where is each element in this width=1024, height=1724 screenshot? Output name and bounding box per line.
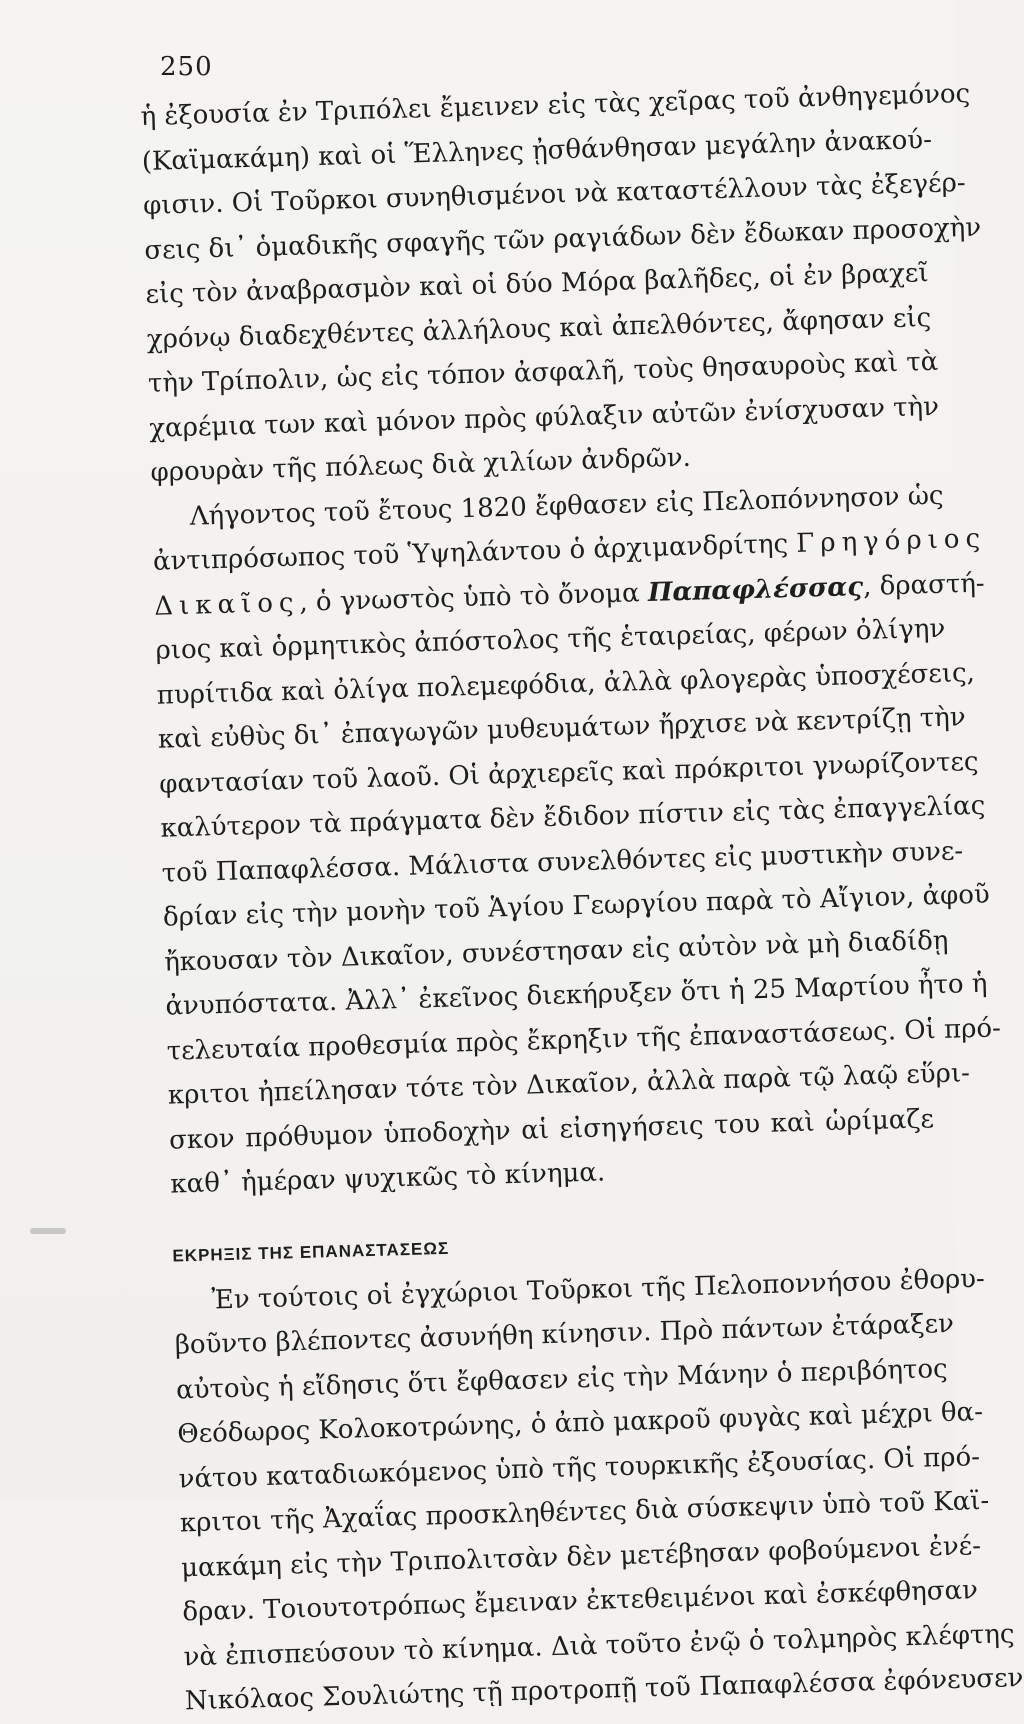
- paragraph-1: [140, 74, 982, 496]
- text-line: Λήγοντος τοῦ ἔτους 1820 ἔφθασεν εἰς Πελοπόννησον ὡς: [189, 480, 944, 532]
- text-line: νὰ ἐπισπεύσουν τὸ κίνημα. Διὰ τοῦτο ἐνῷ ὁ τολμηρὸς κλέφτης: [183, 1618, 1015, 1672]
- text-line: Θεόδωρος Κολοκοτρώνης, ὁ ἀπὸ μακροῦ φυγὰς καὶ μέχρι θα-: [176, 1396, 984, 1450]
- text-line: πυρίτιδα καὶ ὀλίγα πολεμεφόδια, ἀλλὰ φλογερὰς ὑποσχέσεις,: [156, 657, 976, 711]
- text-line: ριος καὶ ὁρμητικὸς ἀπόστολος τῆς ἑταιρείας, φέρων ὀλίγην: [155, 613, 946, 666]
- text-line: χαρέμια των καὶ μόνον πρὸς φύλαξιν αὐτῶν ἐνίσχυσαν τὴν: [148, 391, 940, 444]
- text-line: τελευταία προθεσμία πρὸς ἔκρηξιν τῆς ἐπαναστάσεως. Οἱ πρό-: [166, 1012, 1002, 1067]
- text-line: ἡ ἐξουσία ἐν Τριπόλει ἔμεινεν εἰς τὰς χεῖρας τοῦ ἀνθηγεμόνος: [140, 78, 971, 132]
- text-line: τὴν Τρίπολιν, ὡς εἰς τόπον ἀσφαλῆ, τοὺς θησαυροὺς καὶ τὰ: [147, 346, 939, 399]
- text-block: [140, 74, 1024, 1724]
- text-line: καὶ εὐθὺς δι᾽ ἐπαγωγῶν μυθευμάτων ἤρχισε νὰ κεντρίζῃ τὴν: [157, 702, 966, 755]
- scan-smudge: [30, 1228, 66, 1234]
- text-line: κριτοι τῆς Ἀχαΐας προσκληθέντες διὰ σύσκεψιν ὑπὸ τοῦ Καϊ-: [179, 1485, 990, 1539]
- text-line: (Καϊμακάμη) καὶ οἱ Ἕλληνες ᾐσθάνθησαν μεγάλην ἀνακού-: [141, 124, 933, 177]
- alias-name: Παπαφλέσσας: [647, 571, 864, 608]
- text-span: , ὁ γνωστὸς ὑπὸ τὸ ὄνομα: [298, 577, 640, 618]
- paragraph-2: [151, 474, 1002, 1207]
- spaced-name: Γρηγόριος: [795, 523, 987, 559]
- text-line: μακάμη εἰς τὴν Τριπολιτσὰν δὲν μετέβησαν φοβούμενοι ἐνέ-: [180, 1530, 982, 1583]
- text-line: σκον πρόθυμον ὑποδοχὴν αἱ εἰσηγήσεις του καὶ ὡρίμαζε: [168, 1103, 935, 1156]
- text-line: βοῦντο βλέποντες ἀσυνήθη κίνησιν. Πρὸ πάντων ἐτάραξεν: [174, 1308, 955, 1361]
- text-line: αὐτοὺς ἡ εἴδησις ὅτι ἔφθασεν εἰς τὴν Μάνην ὁ περιβόητος: [175, 1353, 948, 1405]
- section-heading: ΕΚΡΗΞΙΣ ΤΗΣ ΕΠΑΝΑΣΤΑΣΕΩΣ: [172, 1238, 450, 1266]
- text-line: εἰς τὸν ἀναβρασμὸν καὶ οἱ δύο Μόρα βαλῆδες, οἱ ἐν βραχεῖ: [145, 258, 929, 310]
- text-line: ἀνυπόστατα. Ἀλλ᾽ ἐκεῖνος διεκήρυξεν ὅτι ἡ 25 Μαρτίου ἦτο ἡ: [165, 968, 988, 1022]
- text-span: ἀντιπρόσωπος τοῦ Ὑψηλάντου ὁ ἀρχιμανδρίτης: [152, 529, 789, 577]
- text-line: καλύτερον τὰ πράγματα δὲν ἔδιδον πίστιν εἰς τὰς ἐπαγγελίας: [160, 790, 986, 844]
- spaced-name: Δικαῖος: [153, 587, 300, 622]
- text-line: φαντασίαν τοῦ λαοῦ. Οἱ ἀρχιερεῖς καὶ πρόκριτοι γνωρίζοντες: [158, 746, 979, 800]
- text-line: δρίαν εἰς τὴν μονὴν τοῦ Ἁγίου Γεωργίου παρὰ τὸ Αἴγιον, ἀφοῦ: [162, 879, 991, 933]
- text-line: χρόνῳ διαδεχθέντες ἀλλήλους καὶ ἀπελθόντες, ἄφησαν εἰς: [146, 302, 932, 355]
- paragraph-3: [173, 1258, 1024, 1724]
- text-line: ἤκουσαν τὸν Δικαῖον, συνέστησαν εἰς αὐτὸν νὰ μὴ διαδίδῃ: [163, 925, 949, 978]
- text-line: καθ᾽ ἡμέραν ψυχικῶς τὸ κίνημα.: [170, 1157, 606, 1200]
- text-line: τοῦ Παπαφλέσσα. Μάλιστα συνελθόντες εἰς μυστικὴν συνε-: [161, 835, 964, 889]
- text-line: νάτου καταδιωκόμενος ὑπὸ τῆς τουρκικῆς ἐξουσίας. Οἱ πρό-: [178, 1441, 981, 1494]
- text-line: φρουρὰν τῆς πόλεως διὰ χιλίων ἀνδρῶν.: [150, 442, 692, 488]
- text-line: σεις δι᾽ ὁμαδικῆς σφαγῆς τῶν ραγιάδων δὲν ἔδωκαν προσοχὴν: [143, 212, 982, 266]
- text-line: Νικόλαος Σουλιώτης τῇ προτροπῇ τοῦ Παπαφλέσσα ἐφόνευσεν: [184, 1662, 1024, 1717]
- page-number: 250: [160, 52, 213, 82]
- text-line: κριτοι ἠπείλησαν τότε τὸν Δικαῖον, ἀλλὰ παρὰ τῷ λαῷ εὕρι-: [167, 1058, 971, 1111]
- text-line: Ἐν τούτοις οἱ ἐγχώριοι Τοῦρκοι τῆς Πελοποννήσου ἐθορυ-: [211, 1263, 986, 1315]
- text-line: φισιν. Οἱ Τοῦρκοι συνηθισμένοι νὰ καταστέλλουν τὰς ἐξεγέρ-: [142, 167, 966, 221]
- text-span: , δραστή-: [862, 568, 986, 602]
- text-line: δραν. Τοιουτοτρόπως ἔμειναν ἐκτεθειμένοι καὶ ἐσκέφθησαν: [181, 1575, 979, 1628]
